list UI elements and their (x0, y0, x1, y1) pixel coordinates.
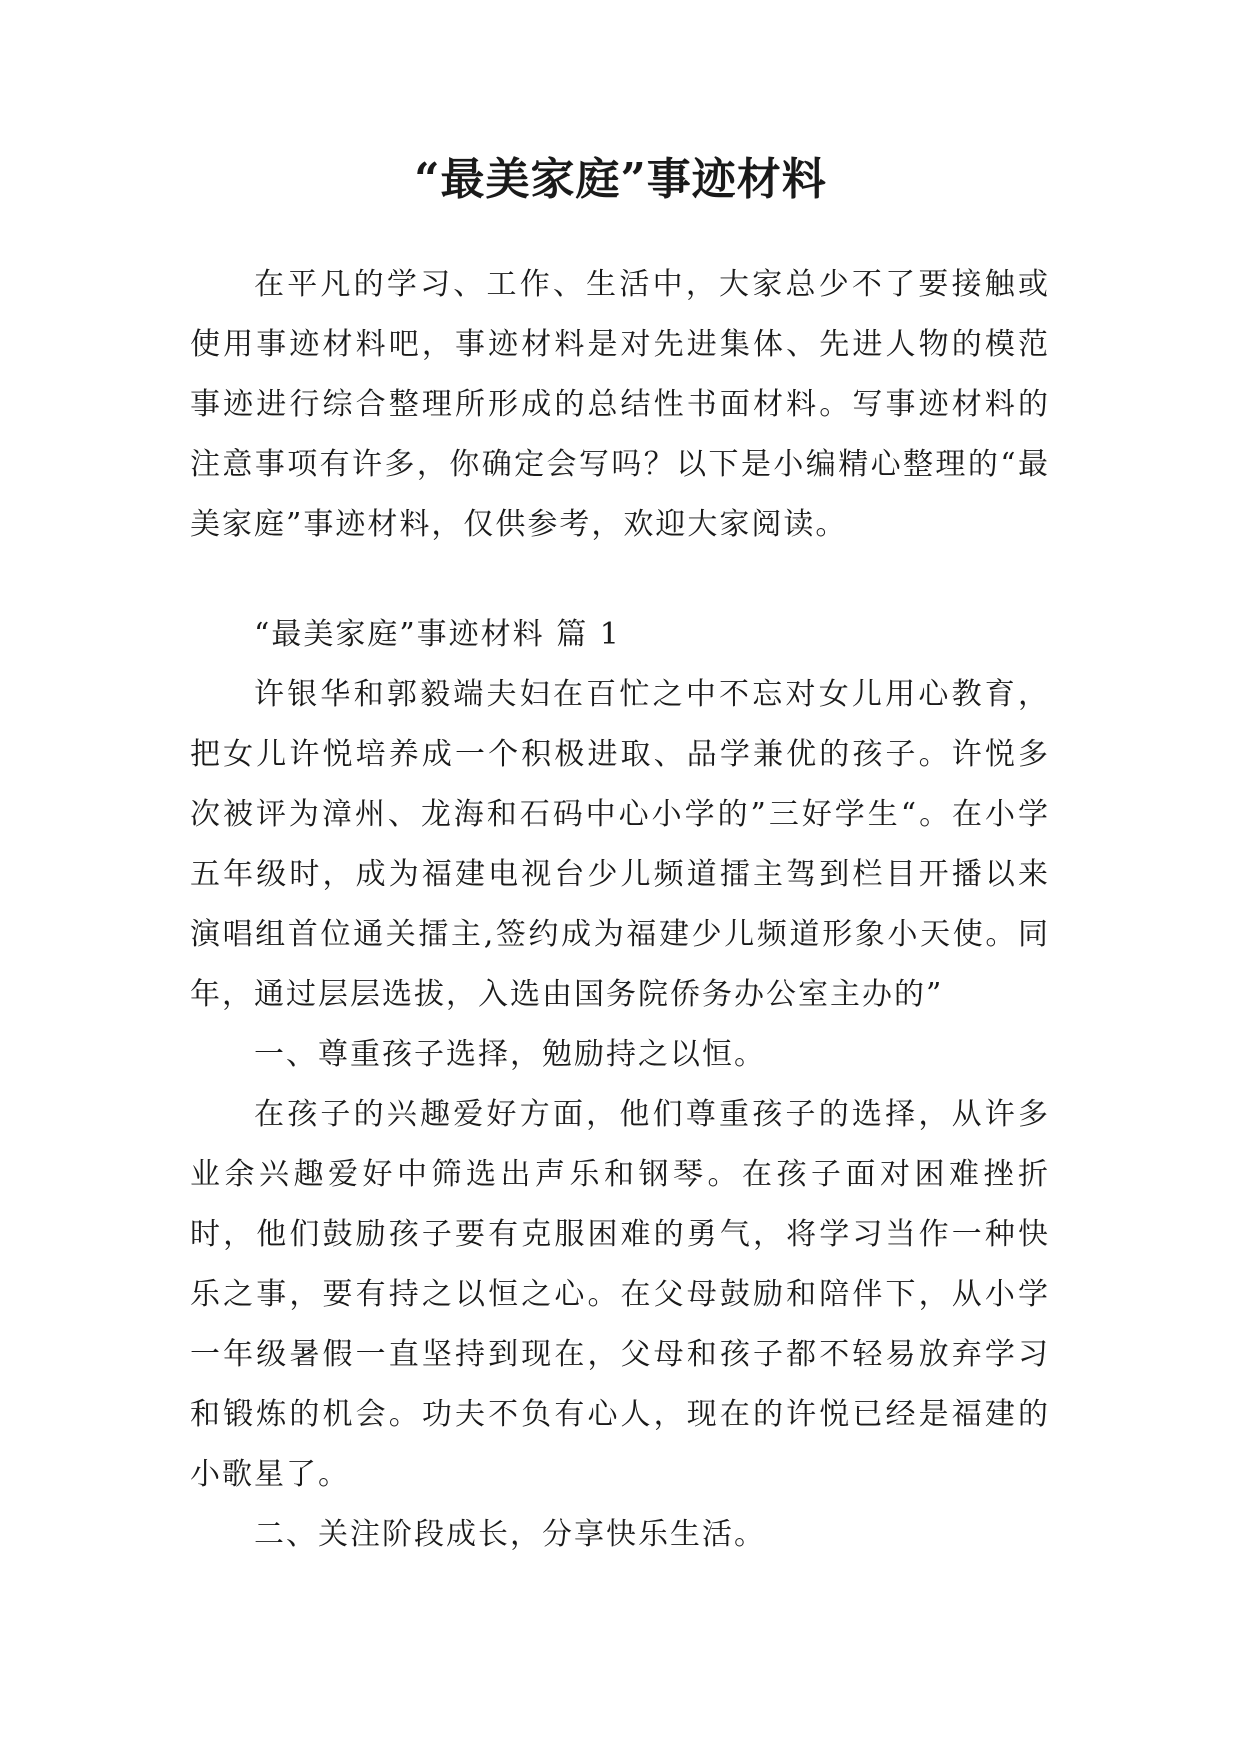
section-title: “最美家庭”事迹材料 篇 1 (254, 617, 621, 652)
paragraph-2: 在孩子的兴趣爱好方面，他们尊重孩子的选择，从许多业余兴趣爱好中筛选出声乐和钢琴。在孩子面对困难挫折时，他们鼓励孩子要有克服困难的勇气，将学习当作一种快乐之事，要有持之以恒之心。在父母鼓励和陪伴下，从小学一年级暑假一直坚持到现在，父母和孩子都不轻易放弃学习和锻炼的机会。功夫不负有心人，现在的许悦已经是福建的小歌星了。 (190, 1097, 1050, 1492)
main-block (190, 605, 1050, 1565)
intro-paragraph: 在平凡的学习、工作、生活中，大家总少不了要接触或使用事迹材料吧，事迹材料是对先进集体、先进人物的模范事迹进行综合整理所形成的总结性书面材料。写事迹材料的注意事项有许多，你确定会写吗？以下是小编精心整理的“最美家庭”事迹材料，仅供参考，欢迎大家阅读。 (190, 267, 1050, 542)
intro-block (190, 255, 1050, 555)
paragraph-1: 许银华和郭毅端夫妇在百忙之中不忘对女儿用心教育，把女儿许悦培养成一个积极进取、品学兼优的孩子。许悦多次被评为漳州、龙海和石码中心小学的”三好学生“。在小学五年级时，成为福建电视台少儿频道擂主驾到栏目开播以来演唱组首位通关擂主,签约成为福建少儿频道形象小天使。同年，通过层层选拔，入选由国务院侨务办公室主办的” (190, 677, 1050, 1012)
subheading-1: 一、尊重孩子选择，勉励持之以恒。 (254, 1037, 766, 1072)
document-title: “最美家庭”事迹材料 (414, 154, 827, 205)
subheading-2: 二、关注阶段成长，分享快乐生活。 (254, 1517, 766, 1552)
